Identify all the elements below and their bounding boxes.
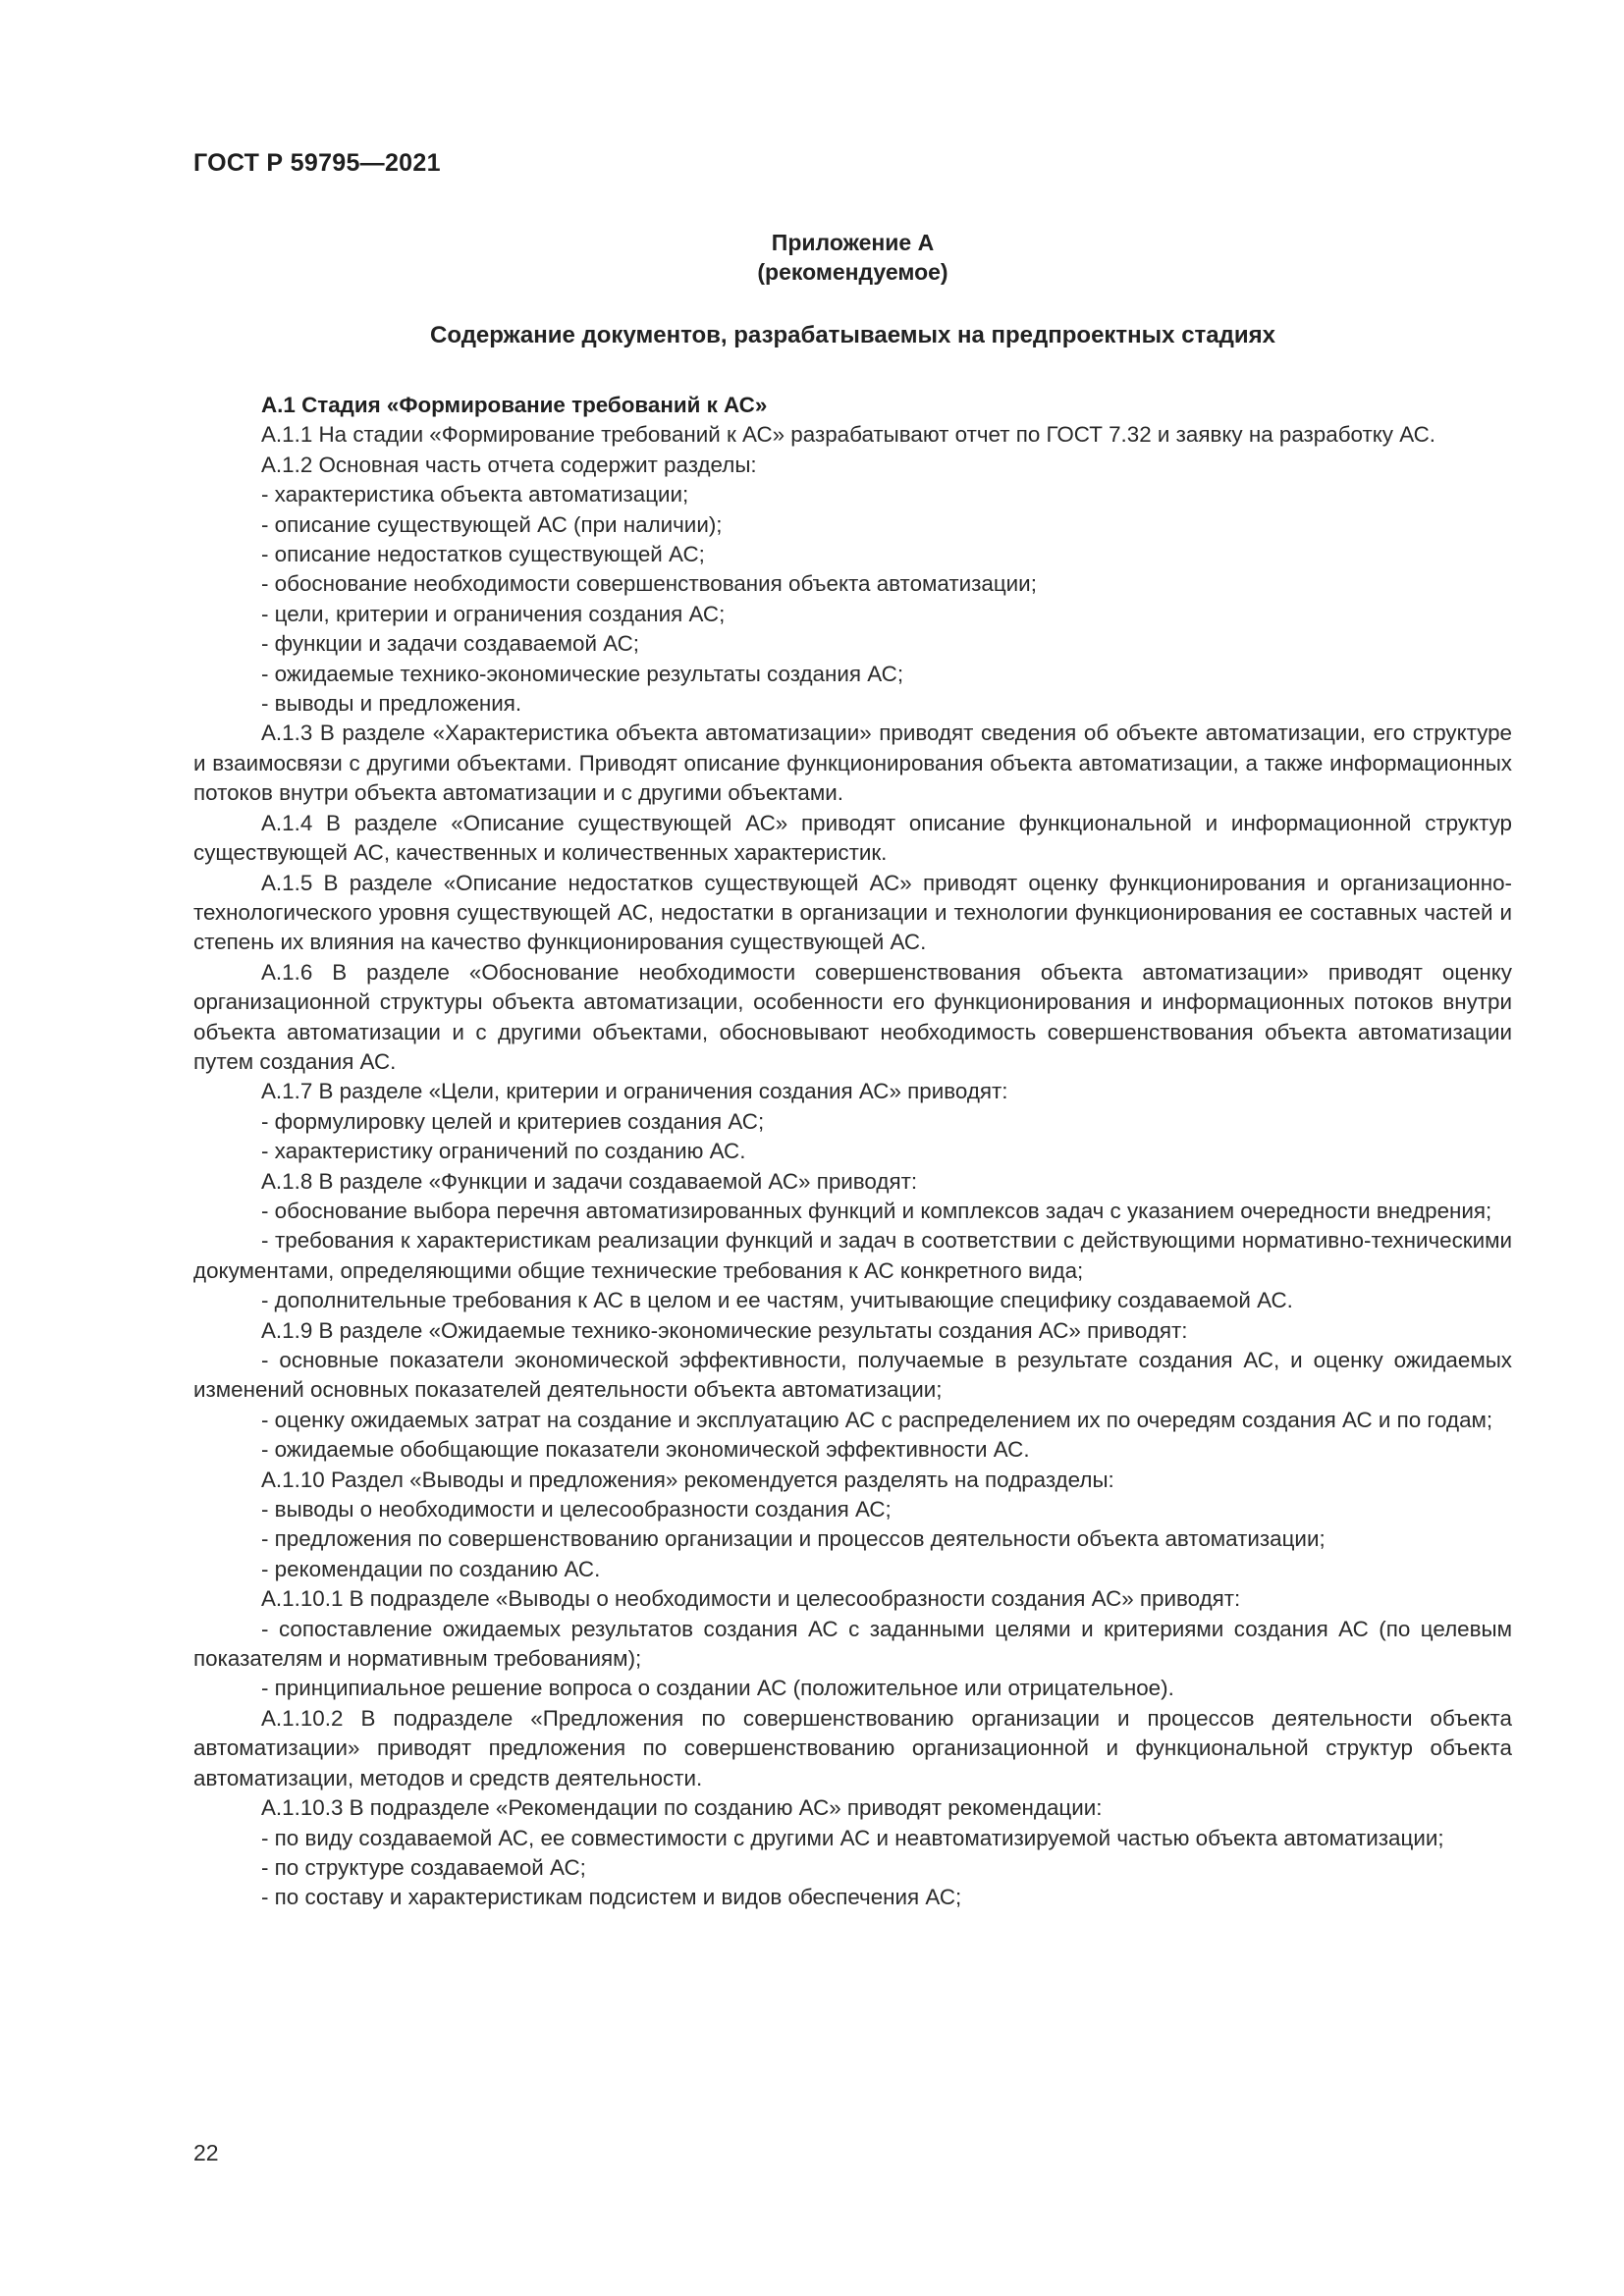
appendix-status: (рекомендуемое): [757, 259, 948, 285]
paragraph: А.1.3 В разделе «Характеристика объекта автоматизации» приводят сведения об объекте автоматизации, его структуре и взаимосвязи с другими объектами. Приводят описание функционирования объекта автоматизации, а также информационных потоков внутри объекта автоматизации и с другими объектами.: [193, 721, 1512, 806]
list-item: - формулировку целей и критериев создания АС;: [261, 1108, 765, 1134]
section-heading: А.1 Стадия «Формирование требований к АС»: [261, 393, 768, 417]
paragraph: А.1.1 На стадии «Формирование требований к АС» разрабатывают отчет по ГОСТ 7.32 и заявку на разработку АС.: [261, 422, 1436, 448]
list-item: - описание недостатков существующей АС;: [261, 542, 705, 567]
paragraph: А.1.8 В разделе «Функции и задачи создаваемой АС» приводят:: [261, 1168, 918, 1194]
list-item: - характеристику ограничений по созданию АС.: [261, 1139, 746, 1164]
paragraph: А.1.6 В разделе «Обоснование необходимости совершенствования объекта автоматизации» приводят оценку организационной структуры объекта автоматизации, особенности его функционирования и информационных потоков внутри объекта автоматизации и с другими объектами, обосновывают необходимость совершенствования объекта автоматизации путем создания АС.: [193, 959, 1512, 1074]
list-item: - оценку ожидаемых затрат на создание и эксплуатацию АС с распределением их по очередям создания АС и по годам;: [261, 1407, 1493, 1432]
list-item: - предложения по совершенствованию организации и процессов деятельности объекта автоматизации;: [261, 1526, 1326, 1552]
appendix-heading: Содержание документов, разрабатываемых на предпроектных стадиях: [430, 322, 1275, 348]
list-item: - по структуре создаваемой АС;: [261, 1854, 586, 1880]
list-item: - ожидаемые обобщающие показатели экономической эффективности АС.: [261, 1437, 1030, 1463]
paragraph: А.1.10 Раздел «Выводы и предложения» рекомендуется разделять на подразделы:: [261, 1467, 1114, 1492]
paragraph: А.1.2 Основная часть отчета содержит разделы:: [261, 452, 757, 477]
list-item: - описание существующей АС (при наличии);: [261, 511, 723, 537]
list-item: - ожидаемые технико-экономические результаты создания АС;: [261, 661, 904, 686]
paragraph: А.1.7 В разделе «Цели, критерии и ограничения создания АС» приводят:: [261, 1079, 1008, 1104]
list-item: - выводы о необходимости и целесообразности создания АС;: [261, 1497, 892, 1522]
paragraph: А.1.10.2 В подразделе «Предложения по совершенствованию организации и процессов деятельности объекта автоматизации» приводят предложения по совершенствованию организационной и функциональной структур объекта автоматизации, методов и средств деятельности.: [193, 1705, 1512, 1790]
list-item: - цели, критерии и ограничения создания АС;: [261, 601, 726, 626]
list-item: - характеристика объекта автоматизации;: [261, 482, 689, 507]
list-item: - сопоставление ожидаемых результатов создания АС с заданными целями и критериями создания АС (по целевым показателям и нормативным требованиям);: [193, 1616, 1512, 1672]
list-item: - принципиальное решение вопроса о создании АС (положительное или отрицательное).: [261, 1676, 1174, 1701]
paragraph: А.1.5 В разделе «Описание недостатков существующей АС» приводят оценку функционирования и организационно-технологического уровня существующей АС, недостатки в организации и технологии функционирования ее составных частей и степень их влияния на качество функционирования существующей АС.: [193, 870, 1512, 955]
paragraph: А.1.10.3 В подразделе «Рекомендации по созданию АС» приводят рекомендации:: [261, 1795, 1103, 1821]
paragraph: А.1.4 В разделе «Описание существующей АС» приводят описание функциональной и информационной структур существующей АС, качественных и количественных характеристик.: [193, 810, 1512, 866]
page-number: 22: [193, 2140, 219, 2165]
list-item: - дополнительные требования к АС в целом и ее частям, учитывающие специфику создаваемой АС.: [261, 1288, 1293, 1313]
list-item: - требования к характеристикам реализации функций и задач в соответствии с действующими нормативно-техническими документами, определяющими общие технические требования к АС конкретного вида;: [193, 1228, 1512, 1283]
paragraph: А.1.9 В разделе «Ожидаемые технико-экономические результаты создания АС» приводят:: [261, 1317, 1188, 1343]
list-item: - функции и задачи создаваемой АС;: [261, 631, 640, 657]
document-body: [193, 391, 1512, 1913]
list-item: - по виду создаваемой АС, ее совместимости с другими АС и неавтоматизируемой частью объекта автоматизации;: [261, 1825, 1444, 1850]
list-item: - рекомендации по созданию АС.: [261, 1556, 601, 1581]
paragraph: А.1.10.1 В подразделе «Выводы о необходимости и целесообразности создания АС» приводят:: [261, 1586, 1241, 1612]
list-item: - обоснование выбора перечня автоматизированных функций и комплексов задач с указанием очередности внедрения;: [261, 1198, 1492, 1223]
appendix-title: Приложение А: [771, 230, 935, 255]
list-item: - выводы и предложения.: [261, 691, 522, 717]
list-item: - по составу и характеристикам подсистем и видов обеспечения АС;: [261, 1885, 962, 1910]
list-item: - обоснование необходимости совершенствования объекта автоматизации;: [261, 571, 1037, 597]
document-code: ГОСТ Р 59795—2021: [193, 149, 441, 177]
list-item: - основные показатели экономической эффективности, получаемые в результате создания АС, и оценку ожидаемых изменений основных показателей деятельности объекта автоматизации;: [193, 1348, 1512, 1403]
